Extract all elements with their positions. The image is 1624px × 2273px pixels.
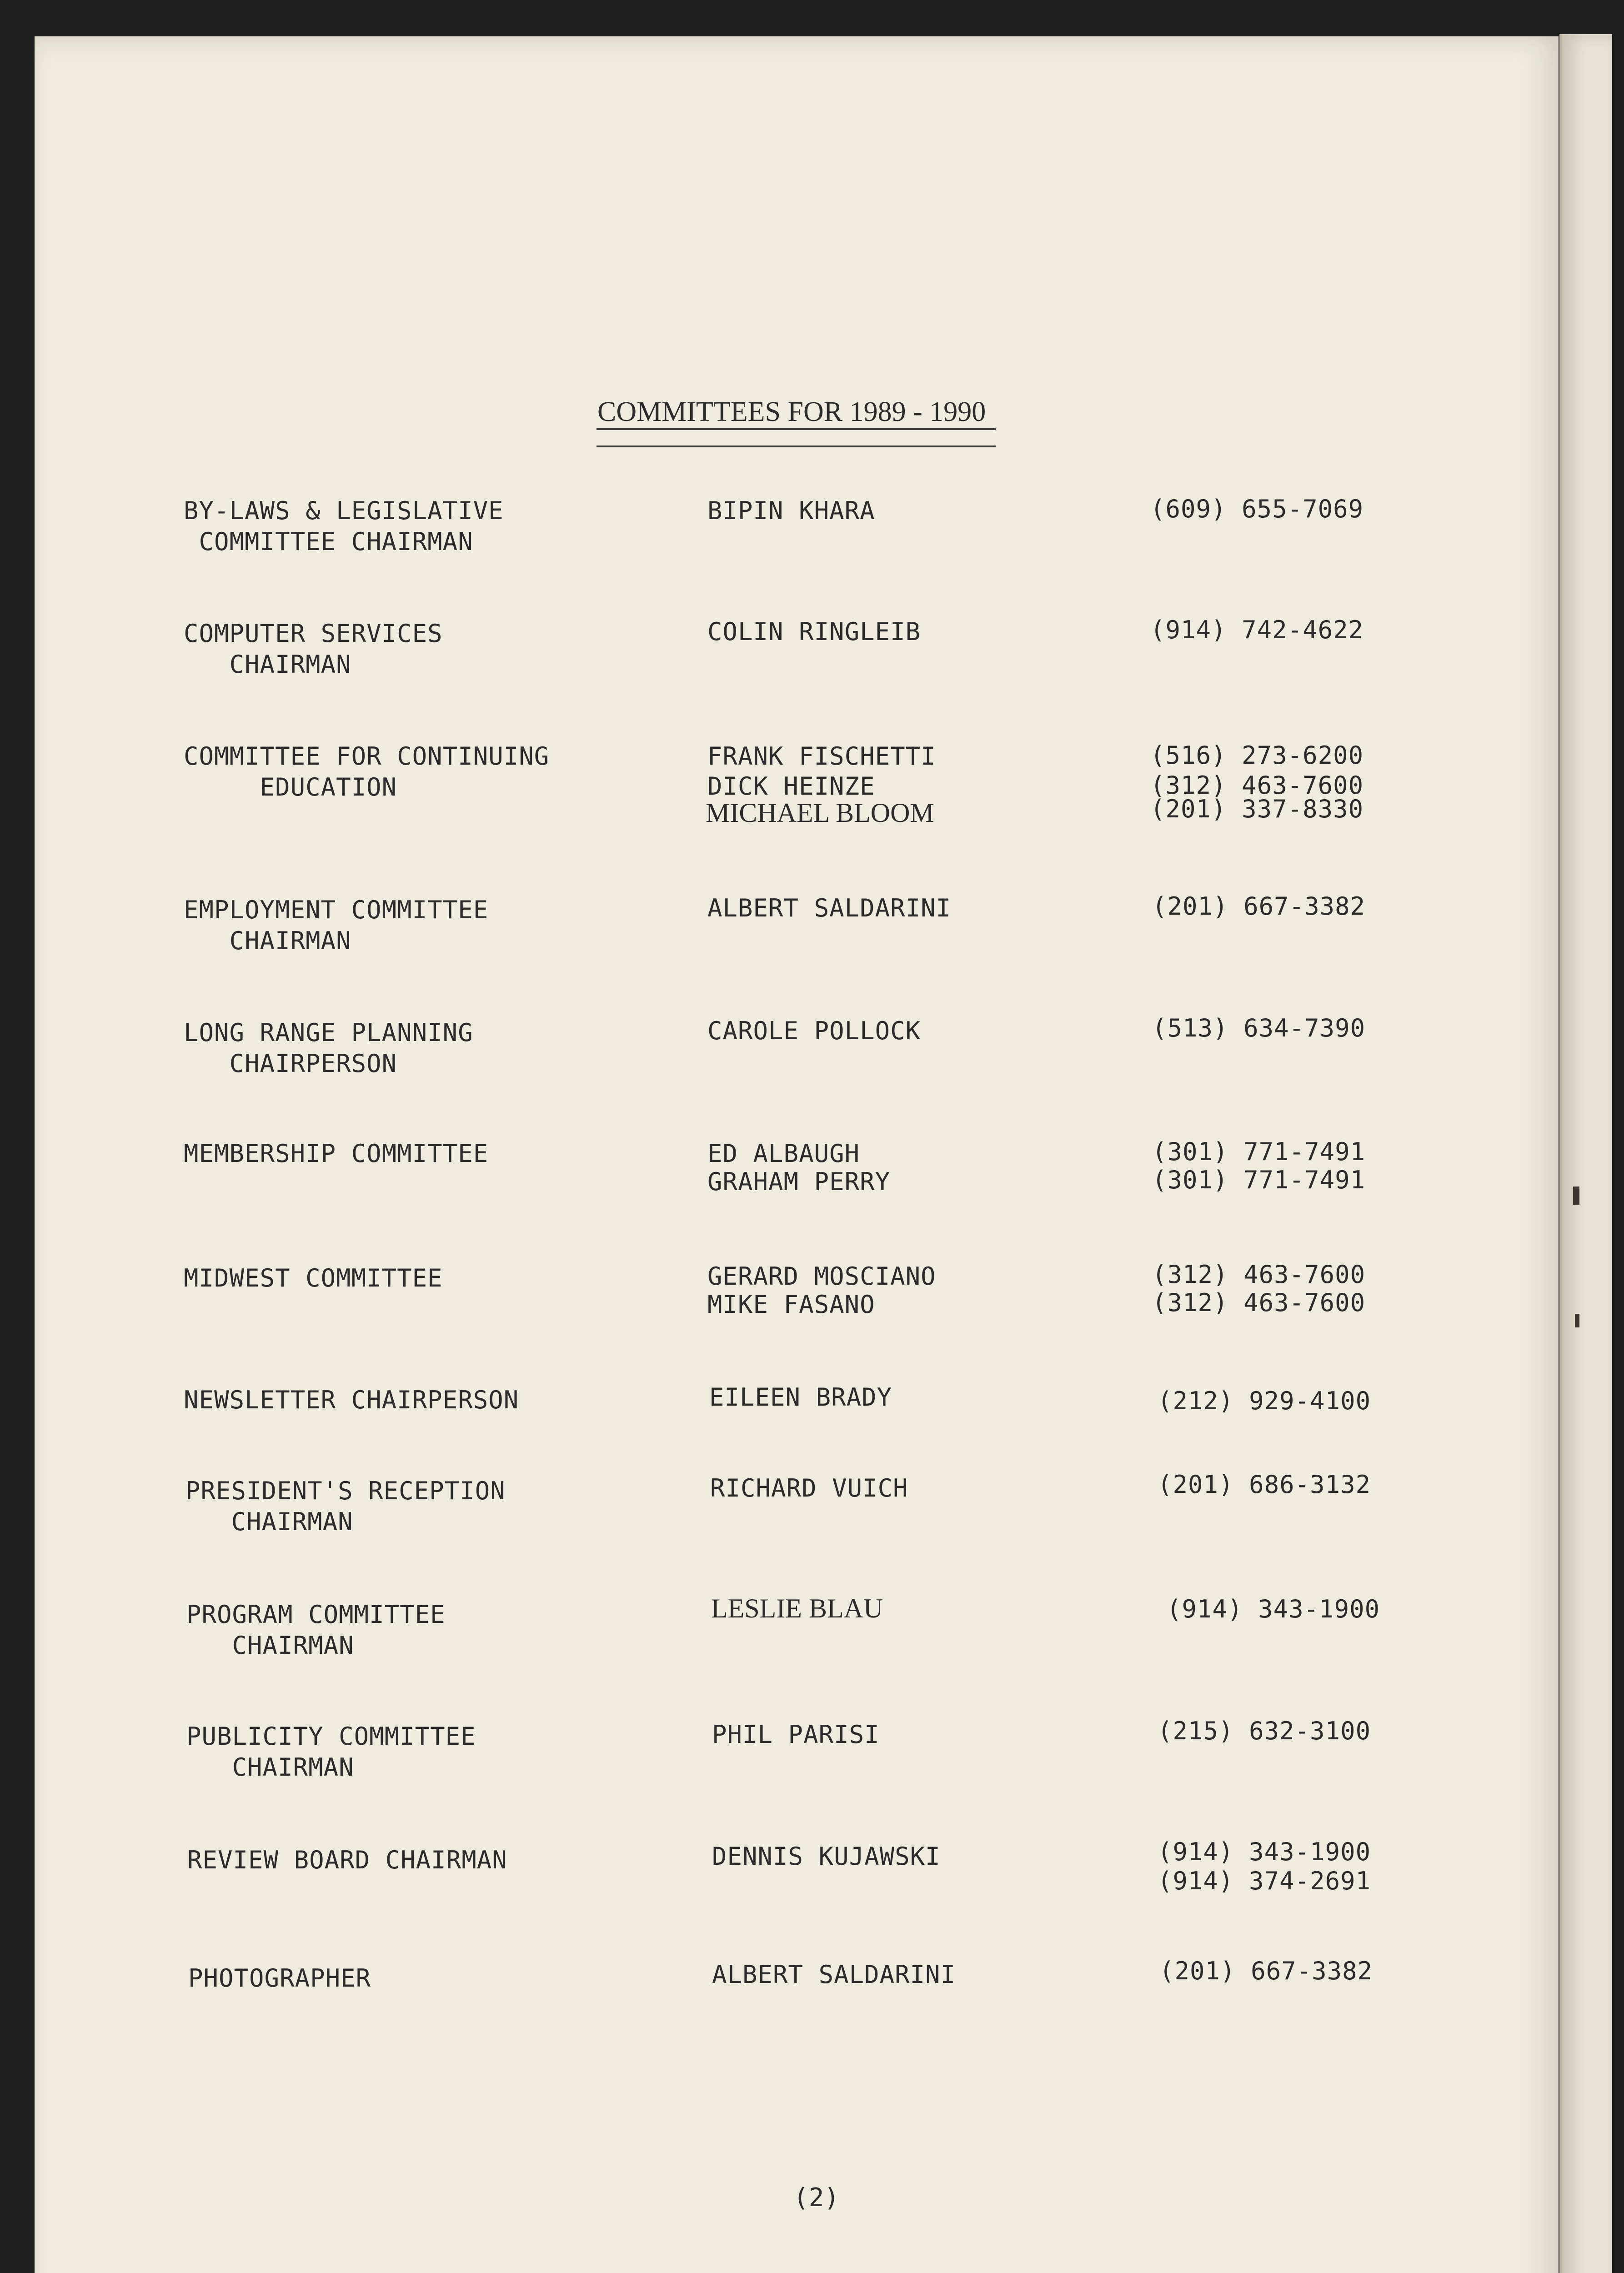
committee-member-phone: (215) 632-3100 bbox=[1158, 1717, 1371, 1745]
committee-role: BY-LAWS & LEGISLATIVE bbox=[184, 496, 504, 525]
committee-member-name: MIKE FASANO bbox=[707, 1290, 875, 1319]
committee-role: MEMBERSHIP COMMITTEE bbox=[184, 1139, 489, 1168]
committee-member-phone: (516) 273-6200 bbox=[1150, 741, 1364, 770]
committee-role: PROGRAM COMMITTEE bbox=[186, 1600, 446, 1629]
committee-role: LONG RANGE PLANNING bbox=[184, 1018, 473, 1047]
committee-member-name: GRAHAM PERRY bbox=[707, 1167, 891, 1196]
committee-member-name: COLIN RINGLEIB bbox=[707, 617, 921, 646]
committee-member-name: DENNIS KUJAWSKI bbox=[712, 1842, 941, 1871]
committee-member-name: CAROLE POLLOCK bbox=[707, 1016, 921, 1045]
committee-member-name: RICHARD VUICH bbox=[710, 1474, 908, 1502]
committee-role: COMPUTER SERVICES bbox=[184, 619, 443, 648]
committee-member-phone: (301) 771-7491 bbox=[1152, 1137, 1366, 1166]
committee-role: PUBLICITY COMMITTEE bbox=[186, 1722, 476, 1751]
committee-member-name: DICK HEINZE bbox=[707, 772, 875, 801]
committee-member-name: PHIL PARISI bbox=[712, 1720, 880, 1749]
binding-mark bbox=[1573, 1187, 1579, 1205]
committee-role: CHAIRMAN bbox=[185, 1507, 353, 1536]
committee-role: CHAIRMAN bbox=[186, 1631, 354, 1660]
committee-member-phone: (201) 686-3132 bbox=[1158, 1470, 1371, 1499]
committee-member-name: LESLIE BLAU bbox=[711, 1593, 883, 1623]
committee-member-phone: (914) 374-2691 bbox=[1158, 1867, 1371, 1895]
committee-role: CHAIRPERSON bbox=[184, 1049, 397, 1078]
title-double-underline bbox=[596, 446, 996, 447]
committee-role: EDUCATION bbox=[184, 773, 397, 801]
committee-member-phone: (201) 337-8330 bbox=[1150, 795, 1364, 823]
committee-member-phone: (212) 929-4100 bbox=[1158, 1387, 1371, 1415]
committee-member-name: ALBERT SALDARINI bbox=[712, 1960, 956, 1989]
binding-mark bbox=[1575, 1314, 1579, 1327]
committee-role: NEWSLETTER CHAIRPERSON bbox=[184, 1386, 519, 1414]
committee-member-phone: (312) 463-7600 bbox=[1152, 1260, 1366, 1289]
page-title: COMMITTEES FOR 1989 - 1990 bbox=[597, 396, 986, 427]
page-number: (2) bbox=[793, 2183, 840, 2213]
committee-role: PRESIDENT'S RECEPTION bbox=[185, 1477, 506, 1505]
committee-member-phone: (201) 667-3382 bbox=[1159, 1957, 1373, 1985]
committee-member-name: FRANK FISCHETTI bbox=[707, 742, 936, 771]
committee-member-phone: (609) 655-7069 bbox=[1150, 495, 1364, 523]
committee-role: PHOTOGRAPHER bbox=[188, 1964, 371, 1993]
committee-role: CHAIRMAN bbox=[184, 650, 351, 679]
committee-member-phone: (312) 463-7600 bbox=[1152, 1288, 1366, 1317]
committee-member-name: GERARD MOSCIANO bbox=[707, 1262, 936, 1291]
committee-role: EMPLOYMENT COMMITTEE bbox=[184, 896, 489, 924]
next-page-edge bbox=[1559, 34, 1612, 2273]
committee-member-name: ED ALBAUGH bbox=[707, 1139, 860, 1168]
committee-member-phone: (201) 667-3382 bbox=[1152, 892, 1366, 921]
title-underline bbox=[596, 428, 996, 430]
committee-member-phone: (914) 343-1900 bbox=[1158, 1837, 1371, 1866]
committee-role: CHAIRMAN bbox=[184, 926, 351, 955]
committee-member-phone: (513) 634-7390 bbox=[1152, 1014, 1366, 1042]
committee-member-phone: (914) 343-1900 bbox=[1167, 1595, 1380, 1623]
committee-member-phone: (301) 771-7491 bbox=[1152, 1166, 1366, 1194]
committee-member-name: MICHAEL BLOOM bbox=[706, 798, 934, 828]
committee-member-name: EILEEN BRADY bbox=[709, 1383, 892, 1412]
committee-role: MIDWEST COMMITTEE bbox=[184, 1264, 443, 1292]
committee-role: COMMITTEE CHAIRMAN bbox=[184, 527, 473, 556]
committee-member-name: BIPIN KHARA bbox=[707, 496, 875, 525]
committee-member-phone: (312) 463-7600 bbox=[1150, 771, 1364, 800]
committee-member-name: ALBERT SALDARINI bbox=[707, 894, 952, 922]
committee-member-phone: (914) 742-4622 bbox=[1150, 616, 1364, 644]
committee-role: COMMITTEE FOR CONTINUING bbox=[184, 742, 550, 771]
committee-role: REVIEW BOARD CHAIRMAN bbox=[187, 1846, 507, 1874]
committee-role: CHAIRMAN bbox=[186, 1753, 354, 1782]
